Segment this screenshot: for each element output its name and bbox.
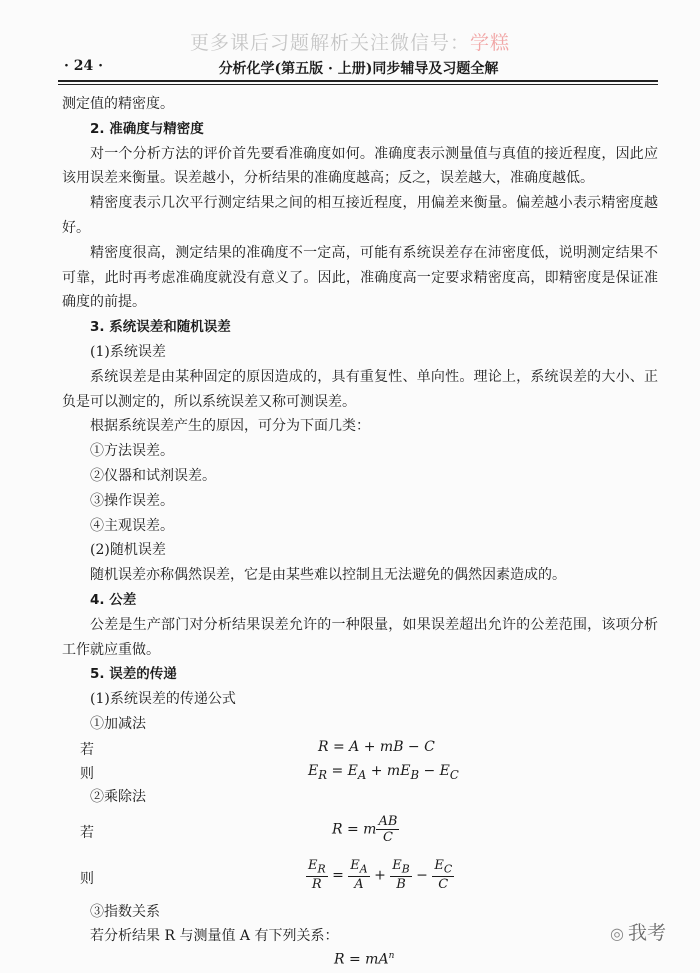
fraction: $\frac{E_C}{C}$ bbox=[434, 857, 453, 893]
list-item: ②仪器和试剂误差。 bbox=[90, 467, 216, 484]
page-number: · 24 · bbox=[64, 58, 103, 74]
list-item: ③操作误差。 bbox=[90, 492, 174, 509]
paragraph: 对一个分析方法的评价首先要看准确度如何。准确度表示测量值与真值的接近程度，因此应该用误差来衡量。误差越小，分析结果的准确度越高；反之，误差越大，准确度越低。 bbox=[62, 145, 658, 187]
page-body bbox=[62, 92, 658, 973]
result-label: 则 bbox=[80, 870, 94, 887]
list-item: ②乘除法 bbox=[90, 788, 146, 805]
fraction: $\frac{E_B}{B}$ bbox=[392, 857, 410, 893]
condition-label: 若 bbox=[80, 824, 94, 841]
equation-row bbox=[62, 854, 658, 900]
running-header bbox=[60, 58, 657, 78]
equation-row bbox=[62, 761, 658, 785]
paragraph: 精密度表示几次平行测定结果之间的相互接近程度，用偏差来衡量。偏差越小表示精密度越好。 bbox=[62, 195, 658, 236]
list-item: ④主观误差。 bbox=[90, 517, 174, 534]
equation-row bbox=[62, 737, 658, 761]
equation-multiply-divide: R = m $\frac{AB}{C}$ bbox=[332, 813, 398, 845]
top-watermark bbox=[0, 28, 700, 55]
paragraph: 若分析结果 R 与测量值 A 有下列关系： bbox=[90, 928, 339, 945]
watermark-prefix: 更多课后习题解析关注微信号： bbox=[189, 32, 470, 54]
equation-add-subtract: R = A + mB − C bbox=[318, 738, 435, 755]
paragraph: 公差是生产部门对分析结果误差允许的一种限量，如果误差超出允许的公差范围，该项分析工作就应重做。 bbox=[62, 616, 658, 658]
condition-label: 若 bbox=[80, 741, 94, 758]
equation-row bbox=[62, 810, 658, 854]
book-title: 分析化学(第五版 · 上册)同步辅导及习题全解 bbox=[218, 61, 499, 77]
section-heading: 3. 系统误差和随机误差 bbox=[90, 319, 231, 336]
paragraph: 根据系统误差产生的原因，可分为下面几类： bbox=[90, 418, 370, 435]
list-item: ①加减法 bbox=[90, 715, 146, 732]
equation-relative-error: $\frac{E_R}{R}$ = $\frac{E_A}{A}$ + $\frac{E_B}{B}$ − $\frac{E_C}{C}$ bbox=[308, 857, 453, 893]
paragraph: 精密度很高，测定结果的准确度不一定高，可能有系统误差存在沛密度低，说明测定结果不可靠，此时再考虑准确度就没有意义了。因此，准确度高一定要求精密度高，即精密度是保证准确度的前提。 bbox=[62, 244, 658, 311]
watermark-name: 学糕 bbox=[470, 32, 511, 54]
result-label: 则 bbox=[80, 765, 94, 782]
subsection-heading: (2)随机误差 bbox=[90, 542, 166, 559]
fraction: $\frac{AB}{C}$ bbox=[378, 813, 398, 845]
equation-exponent: $R = mA^n$ bbox=[334, 951, 395, 968]
subsection-heading: (1)系统误差的传递公式 bbox=[90, 691, 236, 708]
section-heading: 4. 公差 bbox=[90, 591, 137, 608]
fraction: $\frac{E_R}{R}$ bbox=[308, 857, 326, 893]
bottom-watermark bbox=[610, 918, 666, 945]
header-rule-thin bbox=[58, 84, 658, 85]
watermark-text: 我考 bbox=[627, 922, 666, 944]
fraction: $\frac{E_A}{A}$ bbox=[350, 857, 368, 893]
subsection-heading: (1)系统误差 bbox=[90, 343, 166, 360]
header-rule-thick bbox=[58, 80, 658, 82]
paragraph: 系统误差是由某种固定的原因造成的，具有重复性、单向性。理论上，系统误差的大小、正负是可以测定的，所以系统误差又称可测误差。 bbox=[62, 368, 658, 410]
paragraph: 随机误差亦称偶然误差，它是由某些难以控制且无法避免的偶然因素造成的。 bbox=[90, 567, 566, 584]
list-item: ①方法误差。 bbox=[90, 443, 174, 460]
list-item: ③指数关系 bbox=[90, 903, 160, 920]
equation-row bbox=[62, 949, 658, 973]
paragraph: 测定值的精密度。 bbox=[62, 96, 174, 112]
section-heading: 2. 准确度与精密度 bbox=[90, 120, 204, 137]
section-heading: 5. 误差的传递 bbox=[90, 666, 177, 683]
equation-error-add-subtract: $E_R = E_A + mE_B - E_C$ bbox=[308, 762, 459, 782]
wechat-bubble-icon: ◎ bbox=[610, 924, 624, 943]
